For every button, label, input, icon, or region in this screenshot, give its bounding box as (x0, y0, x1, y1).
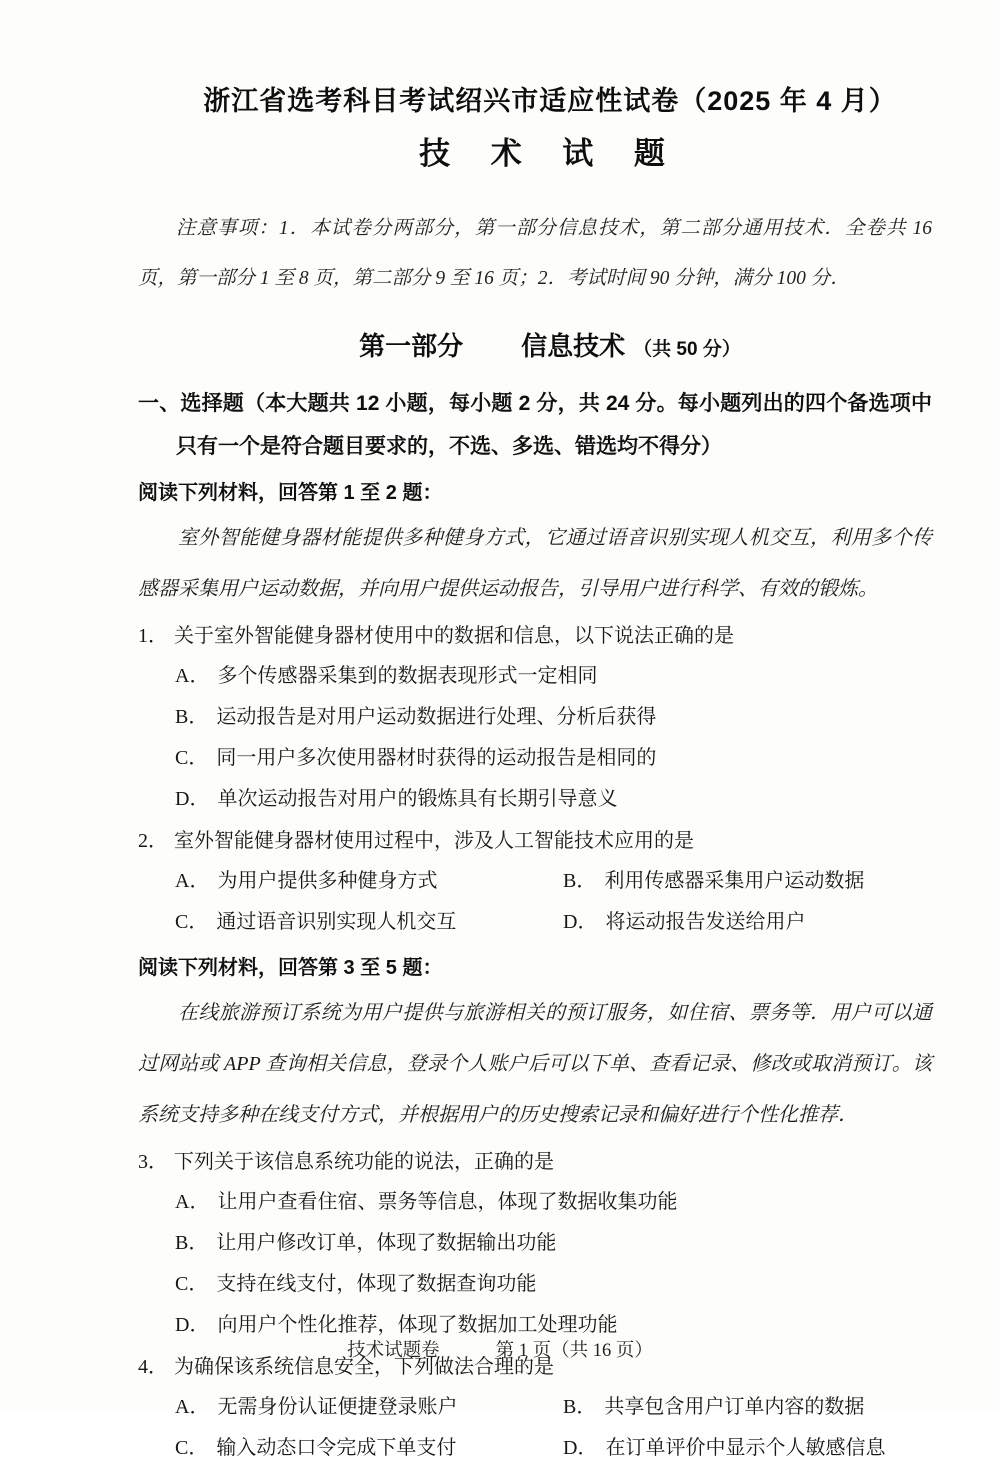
option-text: 让用户查看住宿、票务等信息，体现了数据收集功能 (217, 1191, 678, 1213)
question-3-stem (138, 1142, 932, 1182)
question-2-option-d (563, 902, 932, 943)
question-1-number: 1． (138, 625, 168, 647)
option-text: 共享包含用户订单内容的数据 (604, 1396, 865, 1418)
question-3-options (138, 1182, 932, 1346)
question-3-option-a (175, 1182, 932, 1223)
question-1 (138, 616, 932, 820)
question-4-option-b (563, 1387, 932, 1428)
option-label: D． (175, 788, 210, 810)
exam-notice: 注意事项：1．本试卷分两部分，第一部分信息技术，第二部分通用技术．全卷共 16 页，第一部分 1 至 8 页，第二部分 9 至 16 页；2．考试时间 90 分钟，满分 100 分． (138, 218, 932, 289)
option-label: A． (175, 870, 210, 892)
option-text: 同一用户多次使用器材时获得的运动报告是相同的 (216, 747, 657, 769)
option-label: A． (175, 1396, 210, 1418)
reading-paragraph-2: 在线旅游预订系统为用户提供与旅游相关的预订服务，如住宿、票务等．用户可以通过网站或 APP 查询相关信息，登录个人账户后可以下单、查看记录、修改或取消预订。该系统支持多种在线支付方式，并根据用户的历史搜索记录和偏好进行个性化推荐． (138, 1002, 932, 1126)
section-heading (98, 328, 1002, 368)
page-footer (0, 1336, 1000, 1362)
option-text: 向用户个性化推荐，体现了数据加工处理功能 (217, 1314, 618, 1336)
option-text: 运动报告是对用户运动数据进行处理、分析后获得 (216, 706, 657, 728)
option-label: B． (563, 1396, 597, 1418)
option-label: A． (175, 1191, 210, 1213)
option-label: C． (175, 1437, 209, 1459)
section-part-label: 第一部分 (359, 331, 464, 361)
question-2-option-a (175, 861, 563, 902)
reading-note-2: 阅读下列材料，回答第 3 至 5 题： (138, 957, 443, 979)
question-1-stem (138, 616, 932, 656)
section-subject: 信息技术 (521, 331, 626, 361)
question-1-text: 关于室外智能健身器材使用中的数据和信息，以下说法正确的是 (174, 625, 734, 647)
option-text: 通过语音识别实现人机交互 (216, 911, 457, 933)
option-label: B． (175, 706, 209, 728)
question-4-option-d (563, 1428, 932, 1469)
question-1-option-b (175, 697, 932, 738)
question-3-option-c (175, 1264, 932, 1305)
question-2-option-c (175, 902, 563, 943)
question-2-stem (138, 821, 932, 861)
question-4-number: 4． (138, 1356, 168, 1378)
question-4-option-c (175, 1428, 563, 1469)
option-text: 单次运动报告对用户的锻炼具有长期引导意义 (217, 788, 618, 810)
question-2-option-b (563, 861, 932, 902)
reading-note-1: 阅读下列材料，回答第 1 至 2 题： (138, 482, 443, 504)
section-score: （共 50 分） (633, 339, 741, 360)
option-label: C． (175, 747, 209, 769)
question-2-options (138, 861, 932, 943)
page-subtitle: 技 术 试 题 (419, 136, 681, 171)
question-1-options (138, 656, 932, 820)
option-label: C． (175, 911, 209, 933)
question-4-option-a (175, 1387, 563, 1428)
option-text: 无需身份认证便捷登录账户 (217, 1396, 458, 1418)
option-text: 将运动报告发送给用户 (605, 911, 806, 933)
page-title: 浙江省选考科目考试绍兴市适应性试卷（2025 年 4 月） (203, 86, 897, 116)
option-text: 支持在线支付，体现了数据查询功能 (216, 1273, 537, 1295)
question-2-text: 室外智能健身器材使用过程中，涉及人工智能技术应用的是 (174, 830, 694, 852)
option-text: 多个传感器采集到的数据表现形式一定相同 (217, 665, 598, 687)
option-label: D． (175, 1314, 210, 1336)
option-label: A． (175, 665, 210, 687)
option-label: B． (563, 870, 597, 892)
option-label: B． (175, 1232, 209, 1254)
question-2 (138, 821, 932, 943)
option-label: C． (175, 1273, 209, 1295)
footer-page-number: 第 1 页（共 16 页） (495, 1341, 653, 1361)
option-label: D． (563, 911, 598, 933)
question-1-option-d (175, 779, 932, 820)
question-3-option-b (175, 1223, 932, 1264)
question-3-text: 下列关于该信息系统功能的说法，正确的是 (174, 1151, 554, 1173)
question-3-number: 3． (138, 1151, 168, 1173)
option-text: 在订单评价中显示个人敏感信息 (605, 1437, 886, 1459)
footer-doc-label: 技术试题卷 (347, 1341, 440, 1361)
option-text: 让用户修改订单，体现了数据输出功能 (216, 1232, 557, 1254)
reading-paragraph-1: 室外智能健身器材能提供多种健身方式，它通过语音识别实现人机交互，利用多个传感器采集用户运动数据，并向用户提供运动报告，引导用户进行科学、有效的锻炼。 (138, 527, 932, 600)
option-label: D． (563, 1437, 598, 1459)
question-4-text: 为确保该系统信息安全，下列做法合理的是 (174, 1356, 554, 1378)
question-4-options (138, 1387, 932, 1469)
option-text: 输入动态口令完成下单支付 (216, 1437, 457, 1459)
question-1-option-a (175, 656, 932, 697)
question-3 (138, 1142, 932, 1346)
question-4 (138, 1347, 932, 1469)
question-2-number: 2． (138, 830, 168, 852)
question-1-option-c (175, 738, 932, 779)
option-text: 利用传感器采集用户运动数据 (604, 870, 865, 892)
option-text: 为用户提供多种健身方式 (217, 870, 438, 892)
mcq-instruction: 一、选择题（本大题共 12 小题，每小题 2 分，共 24 分。每小题列出的四个备选项中只有一个是符合题目要求的，不选、多选、错选均不得分） (138, 392, 932, 458)
